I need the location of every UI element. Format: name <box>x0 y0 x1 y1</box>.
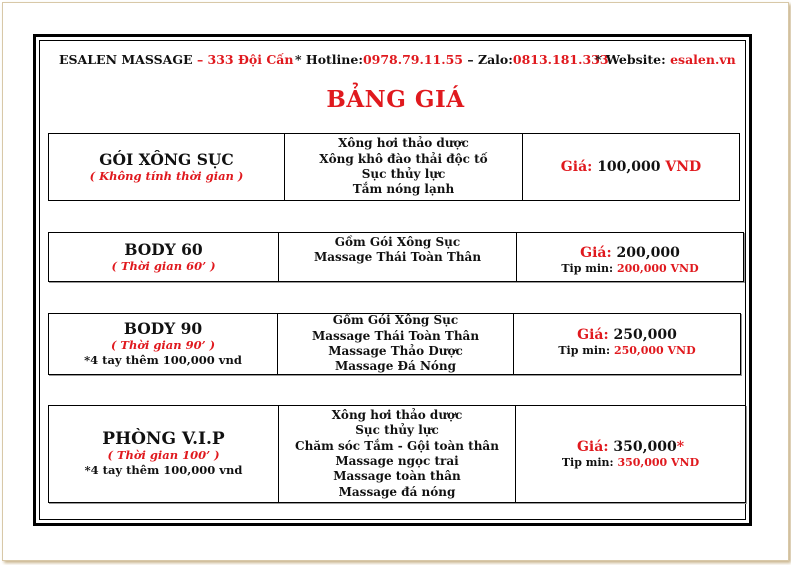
price-label: Giá: <box>577 327 609 343</box>
package-extra: *4 tay thêm 100,000 vnd <box>84 353 242 367</box>
website-label: * Website: <box>595 52 666 67</box>
tip-value: 350,000 VND <box>617 456 700 469</box>
service-item: Massage Thái Toàn Thân <box>313 250 482 265</box>
service-item: Sục thủy lực <box>355 423 439 438</box>
package-name: BODY 60 <box>124 239 203 259</box>
price-label: Giá: <box>560 159 593 175</box>
package-name: BODY 90 <box>123 319 203 338</box>
price-currency: VND <box>665 159 702 175</box>
package-duration: ( Không tính thời gian ) <box>89 168 244 183</box>
tip-label: Tip min: <box>561 262 614 275</box>
brand-line <box>59 52 293 67</box>
package-price-cell <box>513 314 740 374</box>
price-value: 250,000 <box>613 327 677 343</box>
package-services-cell <box>277 314 513 374</box>
package-row-vip <box>48 405 746 503</box>
tip-min <box>558 344 695 358</box>
service-item: Tắm nóng lạnh <box>352 182 455 197</box>
price-label: Giá: <box>576 439 609 455</box>
tip-min <box>562 456 699 470</box>
price <box>577 326 677 344</box>
service-item: Massage ngọc trai <box>335 454 459 468</box>
service-item: Massage Thái Toàn Thân <box>311 328 480 343</box>
package-name-cell <box>49 314 277 374</box>
package-row-xong-suc <box>48 133 740 201</box>
website-link[interactable]: esalen.vn <box>670 52 736 67</box>
package-price-cell <box>522 134 739 200</box>
service-item: Gồm Gói Xông Sục <box>334 235 461 249</box>
price-value: 100,000 <box>597 159 661 175</box>
brand-name: ESALEN MASSAGE <box>59 52 193 67</box>
service-item: Xông khô đào thải độc tố <box>319 151 488 166</box>
price-value: 350,000 <box>613 439 677 455</box>
package-name: PHÒNG V.I.P <box>102 429 225 449</box>
zalo-number[interactable]: 0813.181.333 <box>512 52 609 67</box>
zalo-label: – Zalo: <box>467 52 513 67</box>
service-item: Massage Đá Nóng <box>334 359 457 374</box>
service-item: Massage đá nóng <box>338 484 456 499</box>
tip-label: Tip min: <box>558 344 611 357</box>
tip-min <box>561 262 698 276</box>
package-name-cell <box>49 233 278 281</box>
package-name-cell <box>49 406 278 502</box>
package-row-body-90 <box>48 313 741 375</box>
website-line <box>595 52 736 67</box>
price <box>577 438 684 456</box>
package-price-cell <box>515 406 745 502</box>
price <box>580 244 680 262</box>
page-title: BẢNG GIÁ <box>326 86 465 113</box>
tip-label: Tip min: <box>561 456 614 469</box>
service-item: Massage Thảo Dược <box>328 344 463 358</box>
hotline-number[interactable]: 0978.79.11.55 <box>362 52 463 67</box>
service-item: Xông hơi thảo dược <box>331 408 463 423</box>
price-label: Giá: <box>580 245 612 261</box>
package-duration: ( Thời gian 90’ ) <box>110 338 216 352</box>
package-name: GÓI XÔNG SỤC <box>99 149 234 169</box>
package-services-cell <box>278 406 515 502</box>
tip-value: 200,000 VND <box>616 262 699 275</box>
package-duration: ( Thời gian 100’ ) <box>107 448 220 462</box>
brand-address: – 333 Đội Cấn <box>196 52 294 67</box>
service-item: Xông hơi thảo dược <box>338 136 469 151</box>
service-item: Gồm Gói Xông Sục <box>332 313 459 328</box>
package-duration: ( Thời gian 60’ ) <box>111 258 216 273</box>
service-item: Chăm sóc Tắm - Gội toàn thân <box>295 438 499 453</box>
contact-line <box>295 52 609 67</box>
price <box>561 158 701 176</box>
package-services-cell <box>278 233 516 281</box>
price-asterisk: * <box>676 439 685 455</box>
package-name-cell <box>49 134 284 200</box>
package-price-cell <box>516 233 743 281</box>
price-value: 200,000 <box>616 245 680 261</box>
package-extra: *4 tay thêm 100,000 vnd <box>84 463 243 477</box>
package-services-cell <box>284 134 522 200</box>
hotline-label: * Hotline: <box>295 52 363 67</box>
tip-value: 250,000 VND <box>613 344 696 357</box>
service-item: Sục thủy lực <box>361 167 446 181</box>
package-row-body-60 <box>48 232 744 282</box>
service-item: Massage toàn thân <box>333 469 461 484</box>
